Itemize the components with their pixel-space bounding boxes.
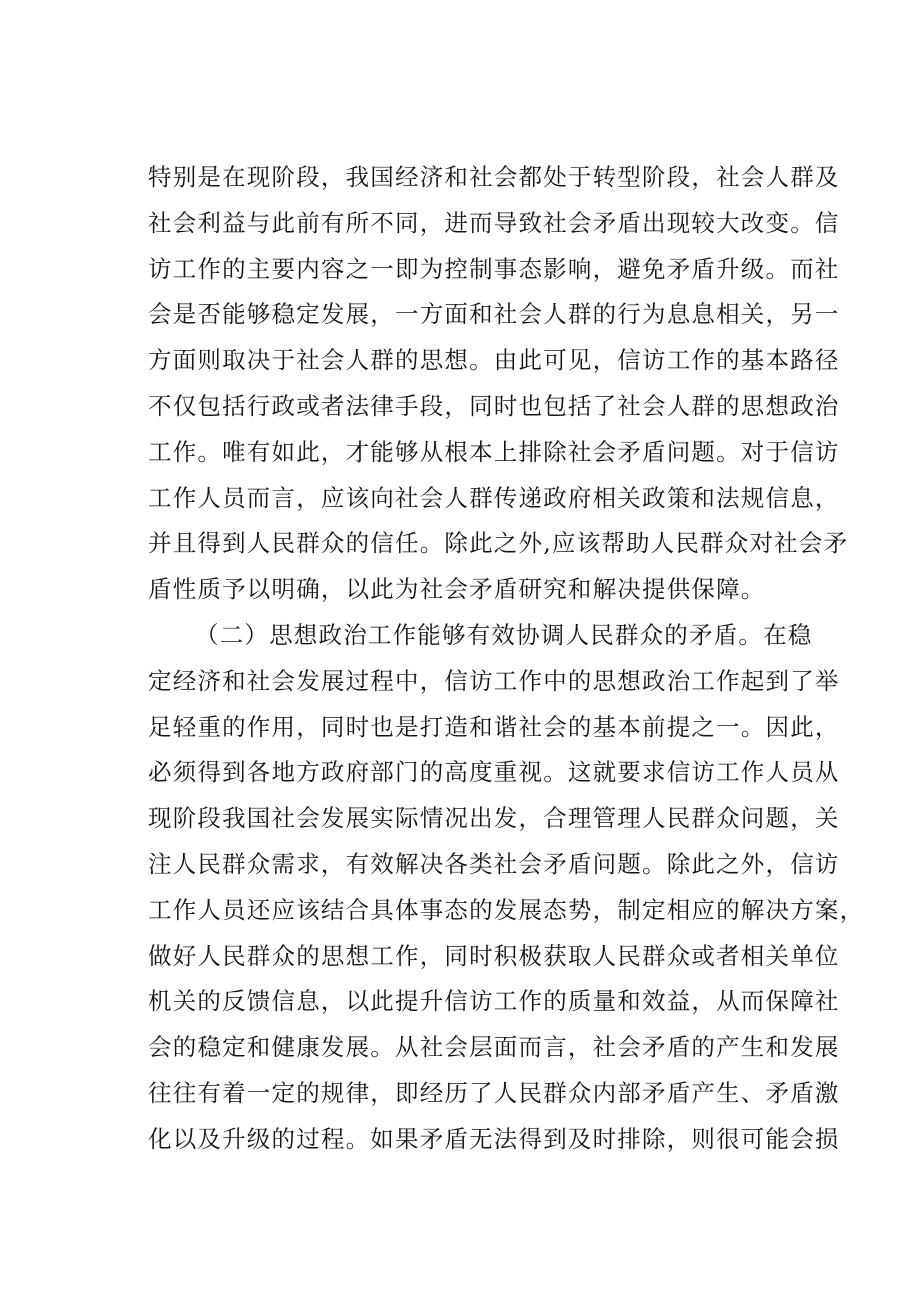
paragraph-1-line: 访工作的主要内容之一即为控制事态影响，避免矛盾升级。而社 (148, 254, 840, 283)
document-body (148, 155, 865, 1163)
paragraph-2-line: 现阶段我国社会发展实际情况出发，合理管理人民群众问题，关 (148, 804, 840, 833)
paragraph-1-line: 特别是在现阶段，我国经济和社会都处于转型阶段，社会人群及 (148, 163, 840, 191)
paragraph-2-line: 化以及升级的过程。如果矛盾无法得到及时排除，则很可能会损 (148, 1124, 840, 1153)
paragraph-2-line: 会的稳定和健康发展。从社会层面而言，社会矛盾的产生和发展 (148, 1033, 840, 1062)
paragraph-1-line: 不仅包括行政或者法律手段，同时也包括了社会人群的思想政治 (148, 391, 840, 420)
paragraph-2-line: 足轻重的作用，同时也是打造和谐社会的基本前提之一。因此， (148, 712, 840, 741)
paragraph-2-line: 做好人民群众的思想工作，同时积极获取人民群众或者相关单位 (148, 941, 840, 970)
paragraph-1-line: 会是否能够稳定发展，一方面和社会人群的行为息息相关，另一 (148, 300, 840, 329)
paragraph-1-line: 并且得到人民群众的信任。除此之外,应该帮助人民群众对社会矛 (148, 529, 849, 558)
paragraph-1-line: 社会利益与此前有所不同，进而导致社会矛盾出现较大改变。信 (148, 208, 840, 237)
paragraph-1-line: 方面则取决于社会人群的思想。由此可见，信访工作的基本路径 (148, 346, 840, 375)
paragraph-2-line: 注人民群众需求，有效解决各类社会矛盾问题。除此之外，信访 (148, 849, 840, 878)
paragraph-2-line: 定经济和社会发展过程中，信访工作中的思想政治工作起到了举 (148, 666, 840, 695)
paragraph-2-line: 机关的反馈信息，以此提升信访工作的质量和效益，从而保障社 (148, 987, 840, 1016)
paragraph-2-line: 工作人员还应该结合具体事态的发展态势，制定相应的解决方案， (148, 895, 865, 924)
paragraph-1-line: 工作。唯有如此，才能够从根本上排除社会矛盾问题。对于信访 (148, 437, 840, 466)
paragraph-2-line: 必须得到各地方政府部门的高度重视。这就要求信访工作人员从 (148, 758, 840, 787)
paragraph-1-line: 工作人员而言，应该向社会人群传递政府相关政策和法规信息， (148, 483, 840, 512)
paragraph-2-line: 往往有着一定的规律，即经历了人民群众内部矛盾产生、矛盾激 (148, 1078, 840, 1107)
paragraph-1-line: 盾性质予以明确，以此为社会矛盾研究和解决提供保障。 (148, 575, 766, 604)
paragraph-2-heading-line: （二）思想政治工作能够有效协调人民群众的矛盾。在稳 (195, 620, 813, 649)
